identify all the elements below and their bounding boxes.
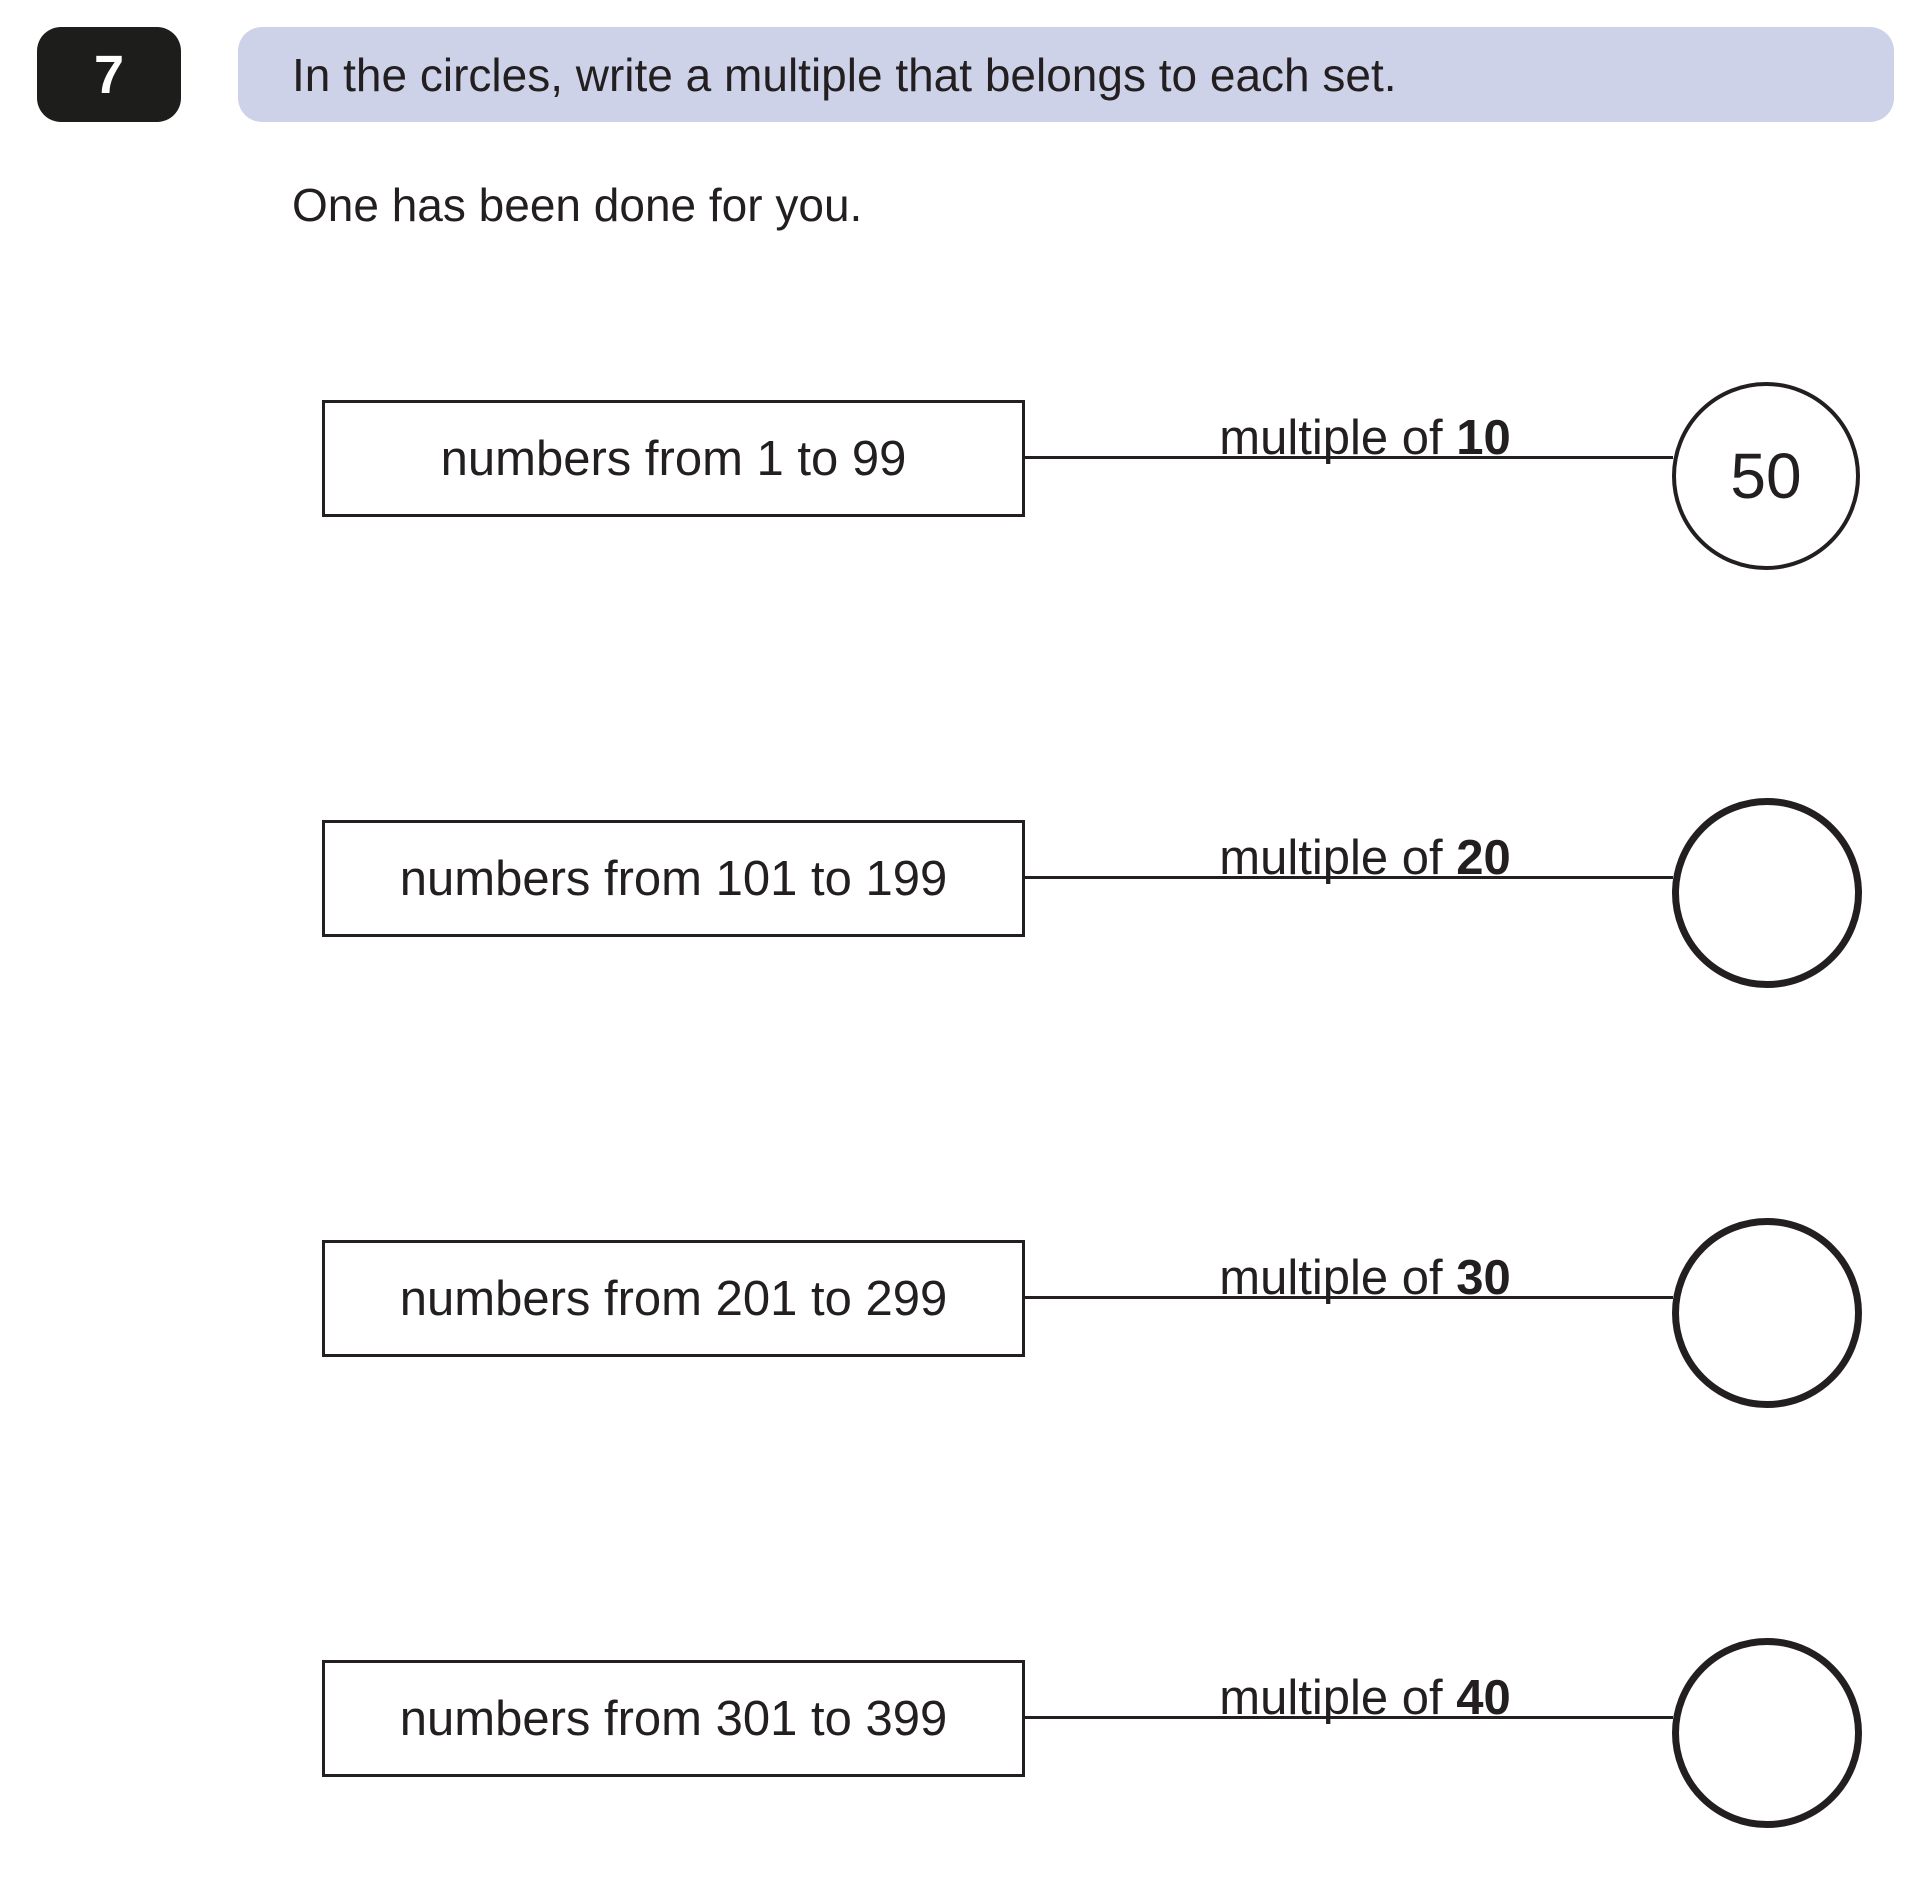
multiple-label xyxy=(1130,1668,1600,1728)
answer-circle[interactable] xyxy=(1672,1218,1862,1408)
answer-circle[interactable] xyxy=(1672,798,1862,988)
multiple-value: 10 xyxy=(1456,411,1511,465)
set-row xyxy=(0,1223,1909,1423)
multiple-value: 40 xyxy=(1456,1671,1511,1725)
multiple-label xyxy=(1130,828,1600,888)
set-row xyxy=(0,383,1909,583)
set-box: numbers from 301 to 399 xyxy=(322,1660,1025,1777)
multiple-value: 30 xyxy=(1456,1251,1511,1305)
note-text: One has been done for you. xyxy=(292,179,863,231)
multiple-prefix: multiple of xyxy=(1219,1251,1457,1305)
answer-circle[interactable] xyxy=(1672,1638,1862,1828)
multiple-prefix: multiple of xyxy=(1219,411,1457,465)
multiple-label xyxy=(1130,1248,1600,1308)
answer-circle: 50 xyxy=(1672,382,1860,570)
set-row xyxy=(0,803,1909,1003)
set-box: numbers from 101 to 199 xyxy=(322,820,1025,937)
question-number-badge xyxy=(37,27,181,122)
multiple-label xyxy=(1130,408,1600,468)
multiple-value: 20 xyxy=(1456,831,1511,885)
multiple-prefix: multiple of xyxy=(1219,831,1457,885)
question-number: 7 xyxy=(93,44,125,105)
set-box: numbers from 1 to 99 xyxy=(322,400,1025,517)
instruction-text: In the circles, write a multiple that belongs to each set. xyxy=(292,49,1397,101)
set-row xyxy=(0,1643,1909,1843)
multiple-prefix: multiple of xyxy=(1219,1671,1457,1725)
set-box: numbers from 201 to 299 xyxy=(322,1240,1025,1357)
